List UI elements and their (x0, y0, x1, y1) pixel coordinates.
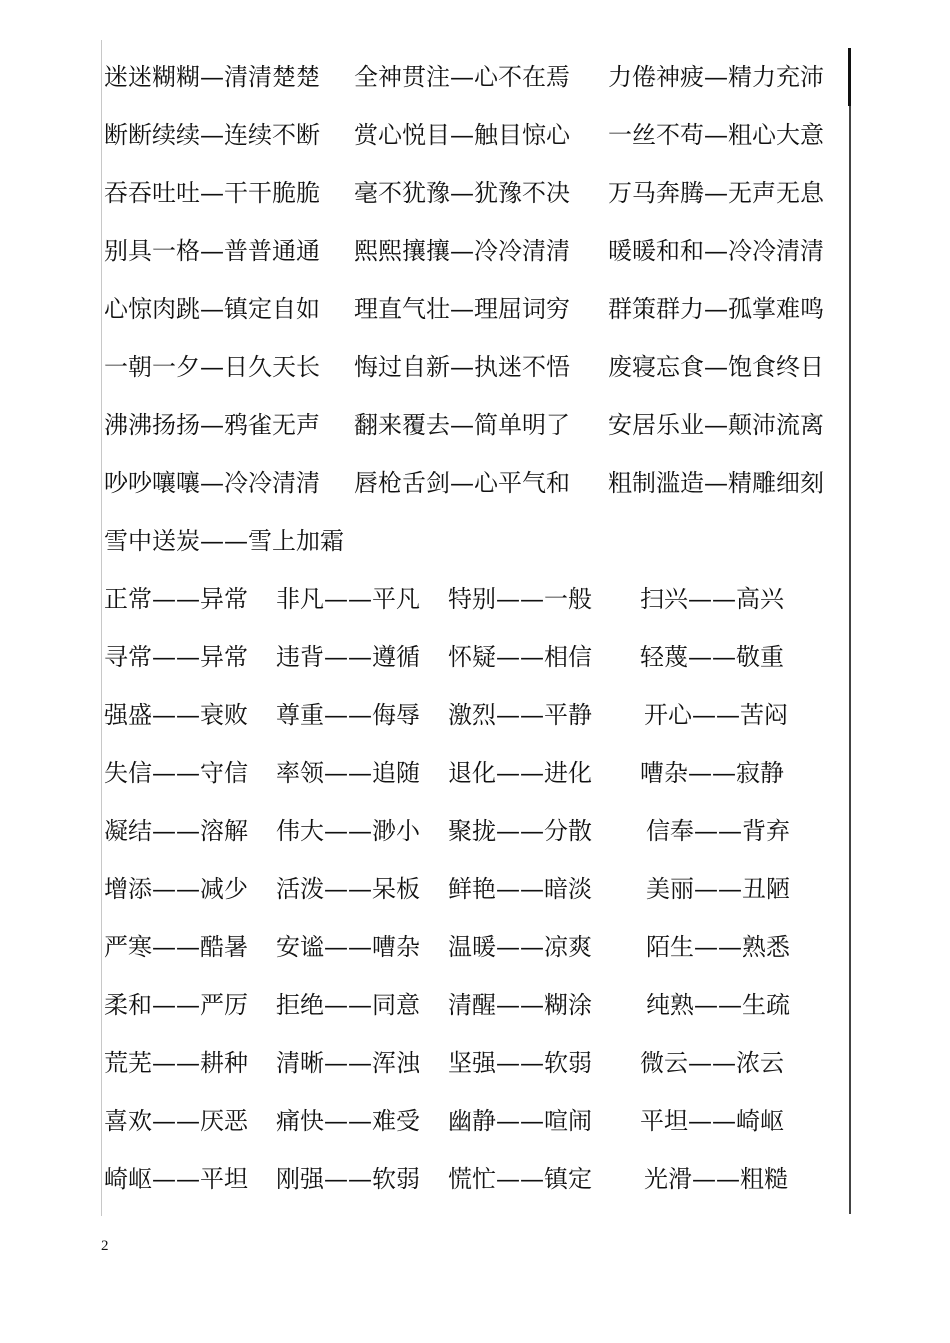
left-margin-rule (101, 40, 102, 1216)
idiom-pair: 废寝忘食—饱食终日 (608, 353, 824, 381)
word-pair: 痛快——难受 (276, 1107, 420, 1135)
word-pair: 崎岖——平坦 (104, 1165, 248, 1193)
word-pair: 信奉——背弃 (646, 817, 790, 845)
idiom-row (104, 115, 844, 155)
word-pair: 拒绝——同意 (276, 991, 420, 1019)
idiom-pair: 吞吞吐吐—干干脆脆 (104, 179, 320, 207)
word-pair-row (104, 637, 844, 677)
word-pair: 慌忙——镇定 (448, 1165, 592, 1193)
idiom-pair: 唇枪舌剑—心平气和 (354, 469, 570, 497)
word-pair: 强盛——衰败 (104, 701, 248, 729)
word-pair: 美丽——丑陋 (646, 875, 790, 903)
word-pair: 幽静——喧闹 (448, 1107, 592, 1135)
word-pair: 清醒——糊涂 (448, 991, 592, 1019)
idiom-row-single (104, 521, 844, 561)
idiom-row (104, 173, 844, 213)
idiom-row (104, 463, 844, 503)
idiom-row (104, 347, 844, 387)
word-pair-row (104, 695, 844, 735)
word-pair: 聚拢——分散 (448, 817, 592, 845)
word-pair: 活泼——呆板 (276, 875, 420, 903)
word-pair: 坚强——软弱 (448, 1049, 592, 1077)
word-pair: 纯熟——生疏 (646, 991, 790, 1019)
idiom-pair: 翻来覆去—简单明了 (354, 411, 570, 439)
word-pair: 失信——守信 (104, 759, 248, 787)
right-margin-rule (849, 48, 851, 1214)
word-pair: 清晰——浑浊 (276, 1049, 420, 1077)
idiom-row (104, 57, 844, 97)
word-pair-row (104, 927, 844, 967)
word-pair: 特别——一般 (448, 585, 592, 613)
word-pair: 安谧——嘈杂 (276, 933, 420, 961)
word-pair: 鲜艳——暗淡 (448, 875, 592, 903)
word-pair: 增添——减少 (104, 875, 248, 903)
word-pair-row (104, 1101, 844, 1141)
idiom-pair: 粗制滥造—精雕细刻 (608, 469, 824, 497)
idiom-pair: 吵吵嚷嚷—冷冷清清 (104, 469, 320, 497)
word-pair-row (104, 753, 844, 793)
word-pair: 伟大——渺小 (276, 817, 420, 845)
idiom-pair: 安居乐业—颠沛流离 (608, 411, 824, 439)
idiom-pair: 熙熙攘攘—冷冷清清 (354, 237, 570, 265)
word-pair: 正常——异常 (104, 585, 248, 613)
idiom-pair: 理直气壮—理屈词穷 (354, 295, 570, 323)
word-pair: 退化——进化 (448, 759, 592, 787)
right-margin-rule-mark (848, 48, 851, 106)
word-pair: 寻常——异常 (104, 643, 248, 671)
word-pair: 嘈杂——寂静 (640, 759, 784, 787)
word-pair: 开心——苦闷 (644, 701, 788, 729)
idiom-pair: 悔过自新—执迷不悟 (354, 353, 570, 381)
word-pair: 严寒——酷暑 (104, 933, 248, 961)
word-pair: 刚强——软弱 (276, 1165, 420, 1193)
idiom-row (104, 405, 844, 445)
word-pair-row (104, 1043, 844, 1083)
idiom-pair: 全神贯注—心不在焉 (354, 63, 570, 91)
word-pair-row (104, 579, 844, 619)
word-pair: 陌生——熟悉 (646, 933, 790, 961)
word-pair: 尊重——侮辱 (276, 701, 420, 729)
page-number: 2 (101, 1238, 109, 1254)
word-pair: 率领——追随 (276, 759, 420, 787)
idiom-pair: 断断续续—连续不断 (104, 121, 320, 149)
word-pair: 微云——浓云 (640, 1049, 784, 1077)
word-pair: 怀疑——相信 (448, 643, 592, 671)
word-pair: 光滑——粗糙 (644, 1165, 788, 1193)
word-pair: 荒芜——耕种 (104, 1049, 248, 1077)
idiom-pair: 迷迷糊糊—清清楚楚 (104, 63, 320, 91)
word-pair: 喜欢——厌恶 (104, 1107, 248, 1135)
idiom-pair: 心惊肉跳—镇定自如 (104, 295, 320, 323)
word-pair-row (104, 985, 844, 1025)
idiom-pair: 毫不犹豫—犹豫不决 (354, 179, 570, 207)
word-pair: 温暖——凉爽 (448, 933, 592, 961)
idiom-pair: 雪中送炭——雪上加霜 (104, 527, 344, 555)
word-pair: 非凡——平凡 (276, 585, 420, 613)
idiom-row (104, 289, 844, 329)
word-pair: 激烈——平静 (448, 701, 592, 729)
idiom-pair: 一朝一夕—日久天长 (104, 353, 320, 381)
idiom-pair: 暖暖和和—冷冷清清 (608, 237, 824, 265)
idiom-pair: 万马奔腾—无声无息 (608, 179, 824, 207)
word-pair-row (104, 869, 844, 909)
idiom-pair: 沸沸扬扬—鸦雀无声 (104, 411, 320, 439)
word-pair: 平坦——崎岖 (640, 1107, 784, 1135)
idiom-pair: 一丝不苟—粗心大意 (608, 121, 824, 149)
word-pair-row (104, 1159, 844, 1199)
idiom-pair: 力倦神疲—精力充沛 (608, 63, 824, 91)
word-pair: 柔和——严厉 (104, 991, 248, 1019)
word-pair: 扫兴——高兴 (640, 585, 784, 613)
idiom-pair: 赏心悦目—触目惊心 (354, 121, 570, 149)
idiom-pair: 别具一格—普普通通 (104, 237, 320, 265)
idiom-pair: 群策群力—孤掌难鸣 (608, 295, 824, 323)
idiom-row (104, 231, 844, 271)
word-pair: 凝结——溶解 (104, 817, 248, 845)
word-pair: 轻蔑——敬重 (640, 643, 784, 671)
word-pair-row (104, 811, 844, 851)
word-pair: 违背——遵循 (276, 643, 420, 671)
